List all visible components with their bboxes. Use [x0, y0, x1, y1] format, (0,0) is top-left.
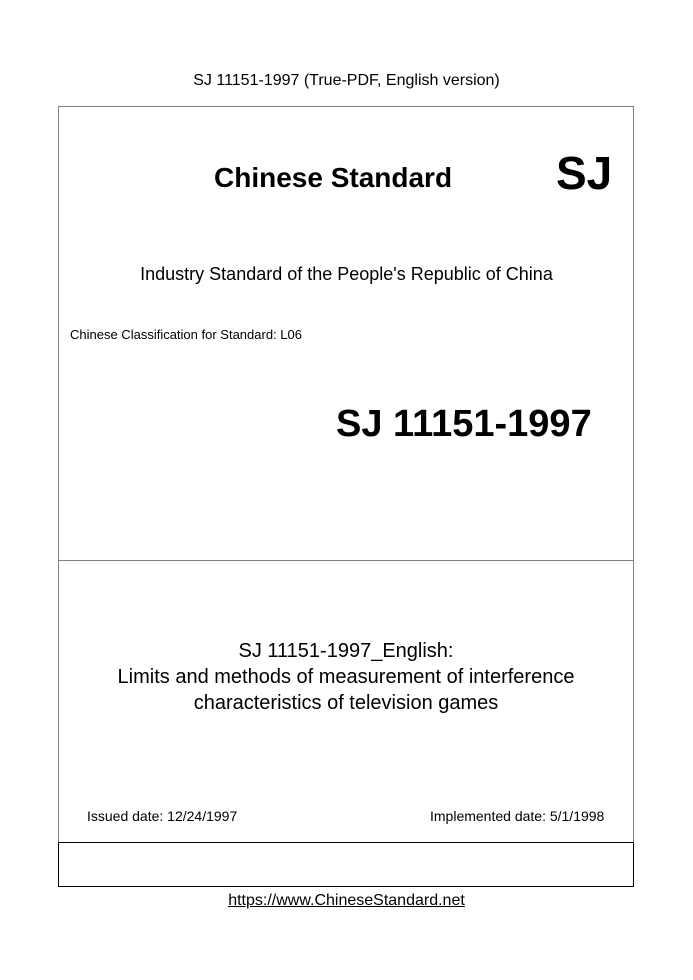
classification-line: Chinese Classification for Standard: L06: [70, 327, 302, 342]
issued-date: Issued date: 12/24/1997: [87, 808, 238, 824]
standard-code-mark: SJ: [556, 147, 613, 199]
implemented-date: Implemented date: 5/1/1998: [430, 808, 605, 824]
cover-bottom-box: [58, 842, 634, 887]
industry-standard-line: Industry Standard of the People's Republic of China: [140, 264, 553, 284]
standard-number: SJ 11151-1997: [336, 403, 592, 445]
document-title-line-1: SJ 11151-1997_English:: [238, 640, 454, 662]
document-header: SJ 11151-1997 (True-PDF, English version): [193, 72, 500, 89]
website-link[interactable]: https://www.ChineseStandard.net: [228, 892, 465, 909]
footer: [0, 892, 693, 910]
document-title: [58, 638, 634, 716]
cover-title: Chinese Standard: [214, 162, 453, 193]
document-title-line-2: Limits and methods of measurement of interference: [117, 666, 575, 688]
document-title-line-3: characteristics of television games: [193, 692, 499, 714]
